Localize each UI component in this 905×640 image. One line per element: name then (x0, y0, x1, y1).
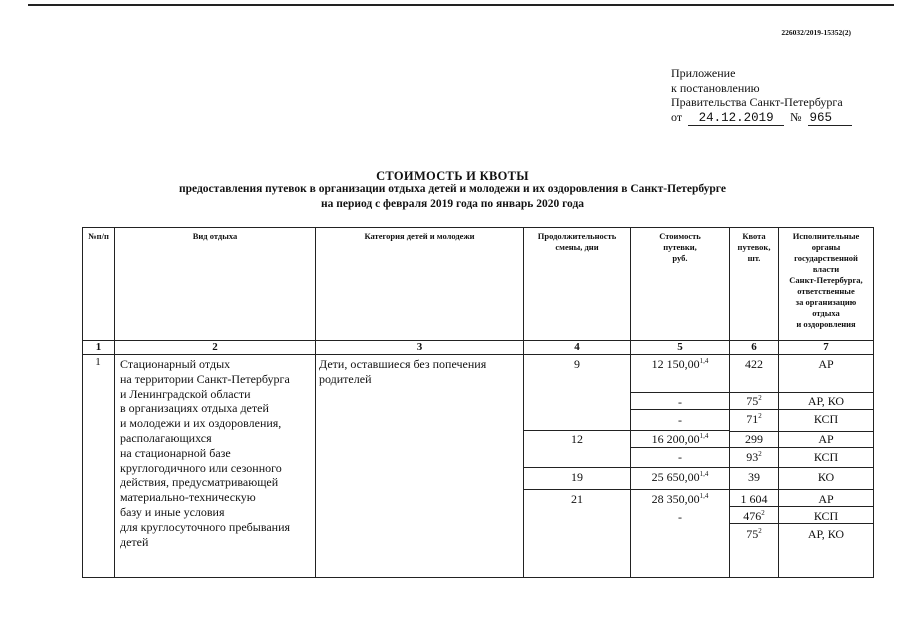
header-authority-line: и оздоровления (796, 319, 856, 329)
duration-cell (524, 470, 630, 485)
quota-cell (730, 470, 778, 485)
authority-cell-value: КСП (813, 509, 839, 523)
header-authority-line: Исполнительные (792, 231, 860, 241)
quota-cell (730, 412, 778, 427)
appendix-line-3: Правительства Санкт-Петербурга (671, 95, 843, 110)
quota-cell (730, 509, 778, 524)
header-authority-line: органы (811, 242, 841, 252)
appendix-block (671, 66, 852, 126)
authority-cell (779, 450, 873, 465)
authority-cell-value: АР, КО (807, 527, 845, 541)
duration-cell-value: 19 (571, 470, 583, 484)
table-border (630, 392, 874, 393)
rest-kind-line: детей (120, 534, 149, 549)
cost-cell (631, 395, 729, 410)
footnote-mark: 2 (758, 412, 762, 420)
rest-kind-cell (120, 357, 315, 549)
authority-cell-value: КСП (813, 450, 839, 464)
quota-cell-value: 422 (745, 357, 763, 371)
header-quota-line: путевок, (737, 242, 771, 253)
footnote-mark: 1,4 (699, 357, 709, 365)
document-title: СТОИМОСТЬ И КВОТЫ (376, 169, 529, 183)
cost-cell-value: 12 150,00 (651, 357, 700, 371)
duration-cell (524, 432, 630, 447)
cost-cell-value: - (678, 395, 682, 409)
table-border (873, 227, 874, 577)
column-number: 2 (212, 341, 218, 353)
header-authority-line: за организацию (795, 297, 857, 307)
number-prefix: № (790, 109, 802, 124)
quota-cell-value: 75 (746, 527, 759, 541)
header-cost-line: руб. (672, 253, 688, 264)
authority-cell-value: АР (818, 357, 834, 371)
authority-cell (779, 492, 873, 507)
column-number: 4 (574, 341, 580, 353)
header-authority-line: отдыха (812, 308, 840, 318)
category-line: Дети, оставшиеся без попечения (319, 357, 487, 371)
quota-cell-value: 75 (746, 394, 759, 408)
rest-kind-line: Стационарный отдых (120, 357, 231, 371)
table-border (82, 577, 874, 578)
column-number: 1 (95, 341, 102, 353)
footnote-mark: 2 (758, 450, 762, 458)
rest-kind-line: в организациях отдыха детей (120, 401, 269, 416)
child-category-cell (319, 357, 522, 387)
authority-cell-value: АР (818, 432, 834, 446)
rest-kind-line: базу и иные условия (120, 504, 225, 519)
cost-cell (631, 470, 729, 485)
quota-cell (730, 394, 778, 409)
authority-cell (779, 509, 873, 524)
document-subtitle-2: на период с февраля 2019 года по январь 2020 года (320, 198, 585, 210)
top-border-line (28, 4, 894, 6)
authority-cell (779, 412, 873, 427)
footnote-mark: 2 (758, 394, 762, 402)
table-border (82, 354, 874, 355)
authority-cell (779, 357, 873, 372)
cost-cell (631, 413, 729, 428)
authority-cell-value: КСП (813, 412, 839, 426)
document-number: 226032/2019-15352(2) (781, 28, 851, 37)
document-subtitle-1: предоставления путевок в организации отдыха детей и молодежи и их оздоровления в Санкт-Петербурге (179, 183, 726, 195)
header-cost-line: путевки, (663, 242, 697, 253)
quota-cell-value: 1 604 (740, 492, 768, 506)
header-col-authority (779, 231, 873, 330)
cost-cell (631, 357, 729, 372)
quota-cell-value: 71 (746, 412, 759, 426)
rest-kind-line: круглогодичного или сезонного (120, 460, 282, 475)
header-quota-line: Квота (742, 231, 766, 241)
column-number: 5 (677, 341, 683, 353)
footnote-mark: 2 (761, 509, 765, 517)
rest-kind-line: располагающихся (120, 430, 212, 445)
rest-kind-line: на стационарной базе (120, 445, 231, 460)
duration-cell-value: 21 (571, 492, 583, 506)
authority-cell (779, 432, 873, 447)
quota-cell (730, 492, 778, 507)
quota-cell-value: 93 (746, 450, 759, 464)
header-col-quota (730, 231, 778, 265)
header-col-number: №п/п (88, 231, 109, 241)
cost-cell-value: - (678, 413, 682, 427)
quota-cell-value: 299 (745, 432, 763, 446)
authority-cell (779, 394, 873, 409)
rest-kind-line: на территории Санкт-Петербурга (120, 371, 290, 386)
header-authority-line: государственной (794, 253, 858, 263)
cost-cell-value: 16 200,00 (651, 432, 700, 446)
rest-kind-line: и Ленинградской области (120, 386, 251, 401)
rest-kind-line: действия, предусматривающей (120, 475, 279, 490)
header-quota-line: шт. (747, 253, 761, 264)
table-border (523, 227, 524, 577)
rest-kind-line: и молодежи и их оздоровления, (120, 416, 282, 431)
row-number: 1 (95, 356, 101, 368)
resolution-number: 965 (808, 111, 852, 127)
column-number: 3 (416, 341, 423, 353)
footnote-mark: 1,4 (699, 432, 709, 440)
duration-cell-value: 12 (571, 432, 583, 446)
quota-cell-value: 39 (748, 470, 760, 484)
cost-cell (631, 432, 729, 447)
duration-cell (524, 492, 630, 507)
cost-cell-value: - (678, 450, 682, 464)
column-number: 6 (751, 341, 757, 353)
header-col-kind: Вид отдыха (192, 231, 238, 241)
cost-cell (631, 450, 729, 465)
rest-kind-line: для круглосуточного пребывания (120, 519, 291, 534)
table-border (630, 447, 874, 448)
authority-cell (779, 527, 873, 542)
header-duration-line: Продолжительность (537, 231, 617, 241)
footnote-mark: 1,4 (699, 470, 709, 478)
table-border (523, 489, 874, 490)
header-col-cost (631, 231, 729, 265)
rest-kind-line: материально-техническую (120, 490, 256, 505)
resolution-date: 24.12.2019 (688, 111, 784, 127)
quota-cell (730, 450, 778, 465)
cost-cell (631, 510, 729, 525)
quota-cell (730, 432, 778, 447)
table-border (114, 227, 115, 577)
cost-cell-value: - (678, 510, 682, 524)
quota-cell-value: 476 (743, 509, 762, 523)
footnote-mark: 2 (758, 527, 762, 535)
authority-cell-value: АР (818, 492, 834, 506)
duration-cell-value: 9 (574, 357, 580, 371)
header-authority-line: ответственные (797, 286, 855, 296)
column-number: 7 (823, 341, 829, 353)
date-prefix: от (671, 109, 683, 124)
table-border (523, 430, 730, 431)
cost-cell-value: 25 650,00 (651, 470, 700, 484)
appendix-date-line (671, 110, 852, 127)
header-cost-line: Стоимость (659, 231, 701, 241)
authority-cell-value: АР, КО (807, 394, 845, 408)
cost-cell-value: 28 350,00 (651, 492, 700, 506)
duration-cell (524, 357, 630, 372)
authority-cell (779, 470, 873, 485)
header-duration-line: смены, дни (555, 242, 599, 253)
authority-cell-value: КО (817, 470, 835, 484)
table-border (82, 227, 874, 228)
footnote-mark: 1,4 (699, 492, 709, 500)
table-border (523, 467, 874, 468)
header-col-category: Категория детей и молодежи (364, 231, 475, 241)
header-authority-line: Санкт-Петербурга, (789, 275, 863, 285)
appendix-line-1: Приложение (671, 66, 736, 80)
header-col-duration (524, 231, 630, 253)
quota-cell (730, 357, 778, 372)
cost-cell (631, 492, 729, 507)
table-border (315, 227, 316, 577)
appendix-line-2: к постановлению (671, 80, 760, 95)
table-border (82, 227, 83, 577)
quota-cell (730, 527, 778, 542)
header-authority-line: власти (812, 264, 840, 274)
category-line: родителей (319, 371, 372, 386)
